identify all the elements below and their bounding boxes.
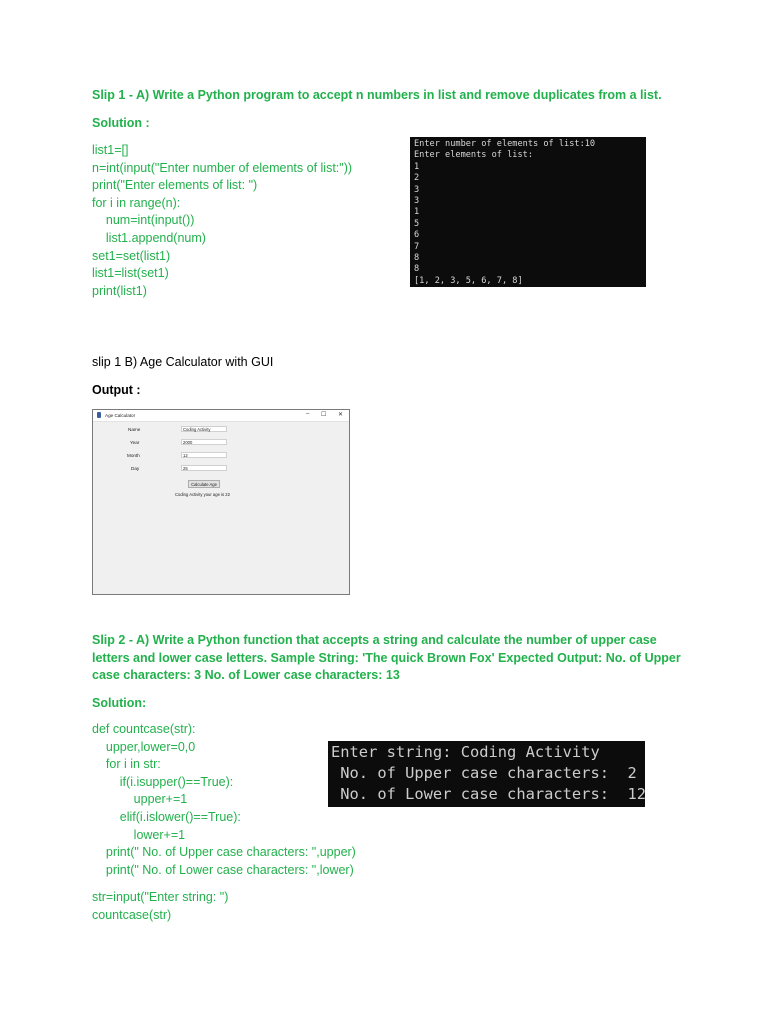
code-line: for i in range(n): <box>92 195 181 210</box>
code-line: print(list1) <box>92 283 147 298</box>
month-label: Month <box>127 453 140 458</box>
slip2a-solution-label: Solution: <box>92 696 147 710</box>
slip1b-heading: slip 1 B) Age Calculator with GUI <box>92 355 274 369</box>
console-line: 3 <box>414 196 420 207</box>
slip2a-heading <box>92 632 681 685</box>
code-line: for i in str: <box>92 757 161 772</box>
calculate-age-button[interactable]: Calculate Age <box>188 480 220 488</box>
console-line: 1 <box>414 207 420 218</box>
name-input[interactable]: Coding Activity <box>181 426 227 432</box>
month-input[interactable]: 12 <box>181 452 227 458</box>
code-line: list1.append(num) <box>92 230 206 245</box>
console-line: [1, 2, 3, 5, 6, 7, 8] <box>414 275 523 286</box>
window-title: Age Calculator <box>105 413 136 418</box>
slip1a-heading: Slip 1 - A) Write a Python program to accept n numbers in list and remove duplicates from a list. <box>92 88 662 102</box>
minimize-icon[interactable]: – <box>306 411 310 417</box>
slip1a-solution-label: Solution : <box>92 116 150 130</box>
code-line: upper+=1 <box>92 792 188 807</box>
console-line: 8 <box>414 253 420 264</box>
console-line: Enter string: Coding Activity <box>331 743 600 761</box>
console-line: Enter elements of list: <box>414 150 533 161</box>
console-line: 8 <box>414 264 420 275</box>
heading-line: letters and lower case letters. Sample String: 'The quick Brown Fox' Expected Output: No. of Upper <box>92 650 681 665</box>
console-output-2 <box>328 741 645 807</box>
console-line: Enter number of elements of list:10 <box>414 139 596 149</box>
slip2a-code-block <box>92 721 356 879</box>
feather-icon <box>97 412 101 418</box>
code-line: set1=set(list1) <box>92 248 171 263</box>
code-line: elif(i.islower()==True): <box>92 809 241 824</box>
code-line: str=input("Enter string: ") <box>92 890 229 904</box>
console-line: 2 <box>414 173 420 184</box>
code-line: n=int(input("Enter number of elements of list:")) <box>92 160 353 175</box>
year-label: Year <box>130 440 140 445</box>
console-line: No. of Upper case characters: 2 <box>331 764 637 782</box>
code-line: print(" No. of Upper case characters: ",upper) <box>92 845 356 860</box>
age-calculator-window <box>92 409 350 595</box>
console-line: No. of Lower case characters: 12 <box>331 785 647 803</box>
console-line: 3 <box>414 184 420 195</box>
close-icon[interactable]: ✕ <box>338 412 344 418</box>
code-line: lower+=1 <box>92 827 186 842</box>
console-line: 6 <box>414 230 420 241</box>
day-input[interactable]: 25 <box>181 465 227 471</box>
code-line: upper,lower=0,0 <box>92 739 196 754</box>
window-titlebar <box>93 410 349 422</box>
console-line: 7 <box>414 241 420 252</box>
slip1a-code-block <box>92 142 352 300</box>
console-output-1 <box>410 137 646 287</box>
heading-line: Slip 2 - A) Write a Python function that accepts a string and calculate the number of upper case <box>92 633 657 647</box>
maximize-icon[interactable]: ☐ <box>321 412 327 418</box>
slip1b-output-label: Output : <box>92 383 141 397</box>
age-result-text: Coding Activity your age is 22 <box>175 492 230 497</box>
code-line: list1=[] <box>92 143 129 157</box>
console-line: 5 <box>414 218 420 229</box>
name-label: Name <box>128 427 141 432</box>
code-line: list1=list(set1) <box>92 266 169 281</box>
code-line: print(" No. of Lower case characters: ",lower) <box>92 862 354 877</box>
heading-line: case characters: 3 No. of Lower case characters: 13 <box>92 668 400 682</box>
code-line: countcase(str) <box>92 907 172 922</box>
code-line: print("Enter elements of list: ") <box>92 178 258 193</box>
code-line: if(i.isupper()==True): <box>92 774 234 789</box>
day-label: Day <box>131 466 140 471</box>
code-line: num=int(input()) <box>92 213 195 228</box>
console-line: 1 <box>414 161 420 172</box>
year-input[interactable]: 2000 <box>181 439 227 445</box>
slip2a-code-block-2 <box>92 889 228 924</box>
code-line: def countcase(str): <box>92 722 196 736</box>
